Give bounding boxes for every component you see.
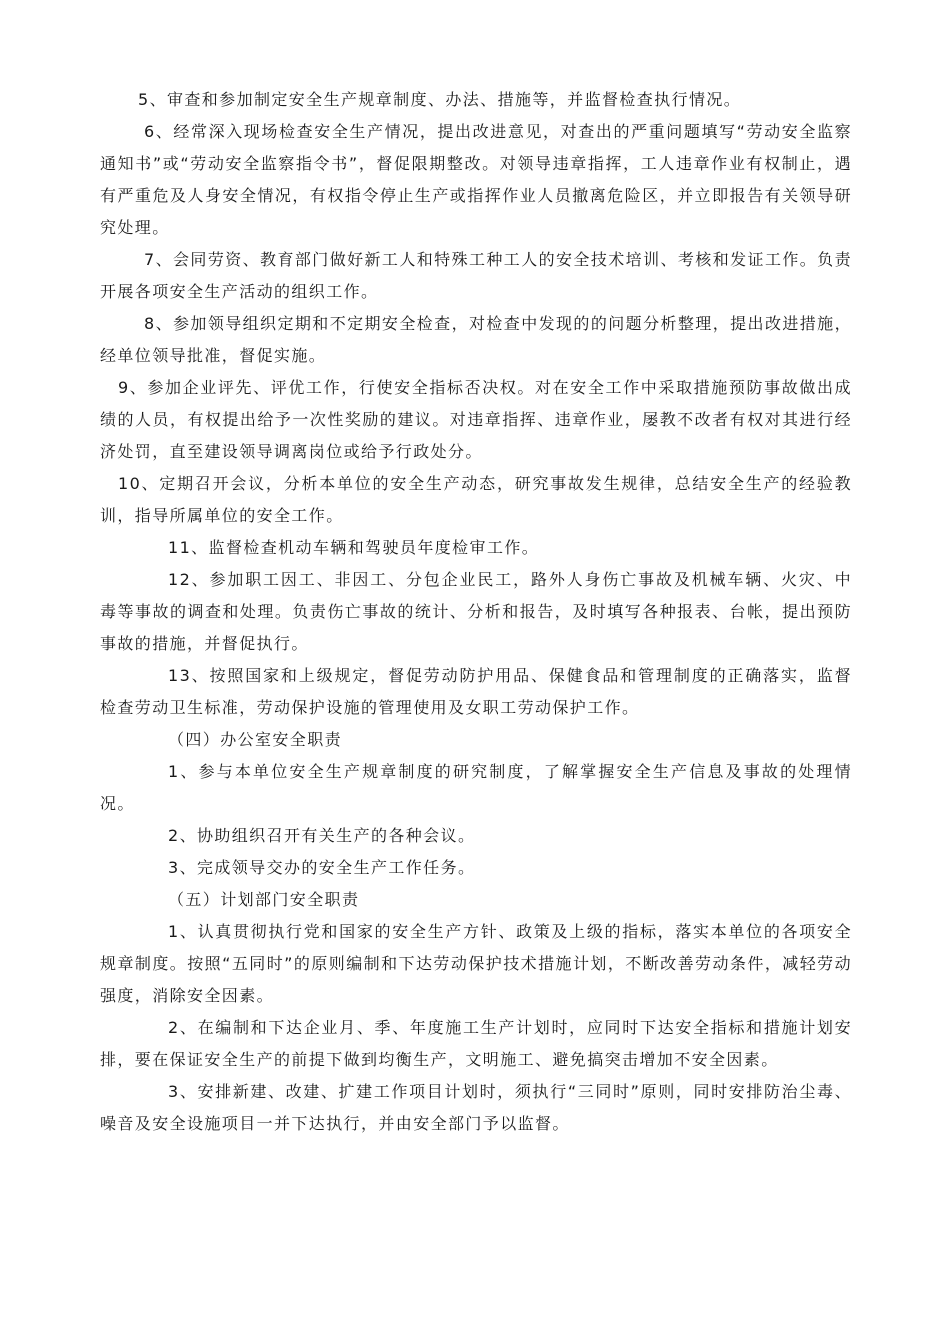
paragraph-item-7: 7、会同劳资、教育部门做好新工人和特殊工种工人的安全技术培训、考核和发证工作。负责开展各项安全生产活动的组织工作。 [100,250,852,301]
paragraph-item-10: 10、定期召开会议，分析本单位的安全生产动态，研究事故发生规律，总结安全生产的经验教训，指导所属单位的安全工作。 [100,474,852,525]
paragraph-item-6: 6、经常深入现场检查安全生产情况，提出改进意见，对查出的严重问题填写“劳动安全监察通知书”或“劳动安全监察指令书”，督促限期整改。对领导违章指挥，工人违章作业有权制止，遇有严重危及人身安全情况，有权指令停止生产或指挥作业人员撤离危险区，并立即报告有关领导研究处理。 [100,122,852,237]
section-heading-office: （四）办公室安全职责 [168,730,343,749]
paragraph-item-9: 9、参加企业评先、评优工作，行使安全指标否决权。对在安全工作中采取措施预防事故做出成绩的人员，有权提出给予一次性奖励的建议。对违章指挥、违章作业，屡教不改者有权对其进行经济处罚，直至建设领导调离岗位或给予行政处分。 [100,378,852,461]
paragraph-item-5: 5、审查和参加制定安全生产规章制度、办法、措施等，并监督检查执行情况。 [138,90,742,109]
paragraph-item-12: 12、参加职工因工、非因工、分包企业民工，路外人身伤亡事故及机械车辆、火灾、中毒等事故的调查和处理。负责伤亡事故的统计、分析和报告，及时填写各种报表、台帐，提出预防事故的措施，并督促执行。 [100,570,852,653]
section-heading-planning: （五）计划部门安全职责 [168,890,360,909]
document-body [100,84,852,1140]
paragraph-item-8: 8、参加领导组织定期和不定期安全检查，对检查中发现的的问题分析整理，提出改进措施，经单位领导批准，督促实施。 [100,314,852,365]
paragraph-planning-2: 2、在编制和下达企业月、季、年度施工生产计划时，应同时下达安全指标和措施计划安排，要在保证安全生产的前提下做到均衡生产，文明施工、避免搞突击增加不安全因素。 [100,1018,852,1069]
paragraph-office-1: 1、参与本单位安全生产规章制度的研究制度，了解掌握安全生产信息及事故的处理情况。 [100,762,852,813]
paragraph-item-13: 13、按照国家和上级规定，督促劳动防护用品、保健食品和管理制度的正确落实，监督检查劳动卫生标准，劳动保护设施的管理使用及女职工劳动保护工作。 [100,666,852,717]
paragraph-item-11: 11、监督检查机动车辆和驾驶员年度检审工作。 [168,538,540,557]
paragraph-planning-1: 1、认真贯彻执行党和国家的安全生产方针、政策及上级的指标，落实本单位的各项安全规章制度。按照“五同时”的原则编制和下达劳动保护技术措施计划，不断改善劳动条件，减轻劳动强度，消除安全因素。 [100,922,852,1005]
paragraph-planning-3: 3、安排新建、改建、扩建工作项目计划时，须执行“三同时”原则，同时安排防治尘毒、噪音及安全设施项目一并下达执行，并由安全部门予以监督。 [100,1082,852,1133]
paragraph-office-3: 3、完成领导交办的安全生产工作任务。 [168,858,476,877]
paragraph-office-2: 2、协助组织召开有关生产的各种会议。 [168,826,476,845]
